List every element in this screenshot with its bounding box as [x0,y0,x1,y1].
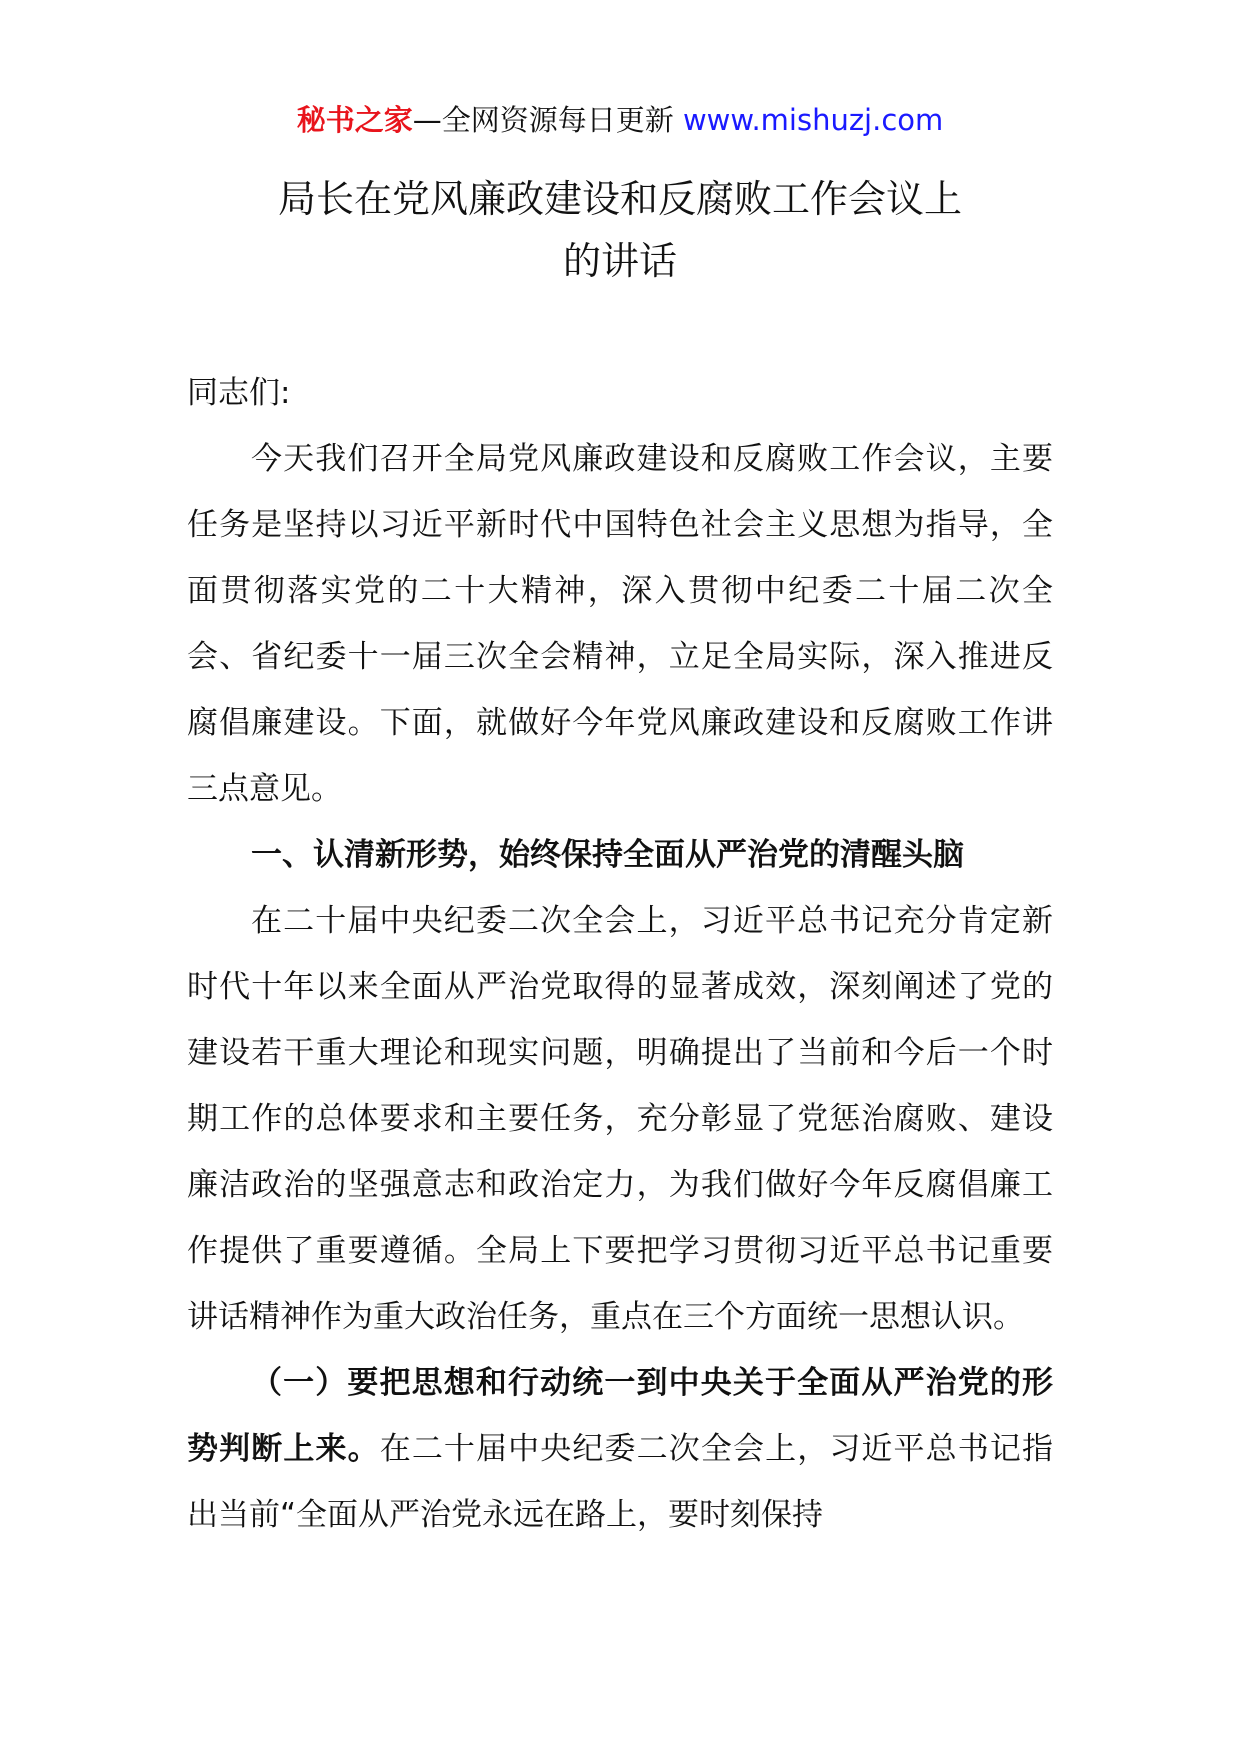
document-title [0,168,1240,292]
header-slogan: —全网资源每日更新 [412,103,674,137]
site-url-link[interactable]: www.mishuzj.com [682,103,944,137]
document-body [187,360,1053,1548]
title-line-1: 局长在党风廉政建设和反腐败工作会议上 [277,177,962,221]
site-header [0,100,1240,140]
paragraph-intro: 今天我们召开全局党风廉政建设和反腐败工作会议，主要任务是坚持以习近平新时代中国特色社会主义思想为指导，全面贯彻落实党的二十大精神，深入贯彻中纪委二十届二次全会、省纪委十一届三次全会精神，立足全局实际，深入推进反腐倡廉建设。下面，就做好今年党风廉政建设和反腐败工作讲三点意见。 [187,441,1053,807]
paragraph-section-1: 在二十届中央纪委二次全会上，习近平总书记充分肯定新时代十年以来全面从严治党取得的显著成效，深刻阐述了党的建设若干重大理论和现实问题，明确提出了当前和今后一个时期工作的总体要求和主要任务，充分彰显了党惩治腐败、建设廉洁政治的坚强意志和政治定力，为我们做好今年反腐倡廉工作提供了重要遵循。全局上下要把学习贯彻习近平总书记重要讲话精神作为重大政治任务，重点在三个方面统一思想认识。 [187,903,1053,1335]
subsection-heading-1: （一）要把思想和行动统一到中央关于全面从严治党的形势判断上来。 [187,1365,1053,1467]
paragraph-subsection-1 [187,1350,1053,1548]
salutation: 同志们: [187,375,291,411]
brand-name: 秘书之家 [296,103,413,137]
section-heading-1: 一、认清新形势，始终保持全面从严治党的清醒头脑 [251,837,964,873]
title-line-2: 的讲话 [562,239,677,283]
subsection-text-1: 在二十届中央纪委二次全会上，习近平总书记指出当前“全面从严治党永远在路上，要时刻保持 [187,1431,1054,1533]
